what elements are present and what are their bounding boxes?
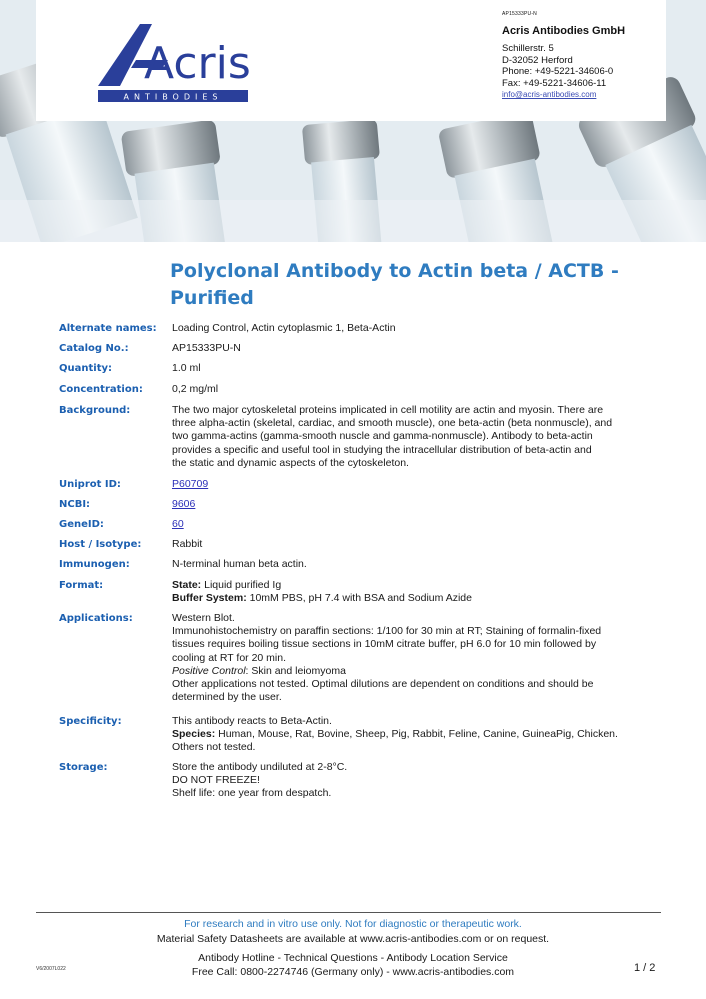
label-quantity: Quantity: xyxy=(59,363,112,374)
acris-logo xyxy=(98,20,258,106)
label-geneid: GeneID: xyxy=(59,519,104,530)
storage-line: DO NOT FREEZE! xyxy=(172,774,260,787)
footer-divider xyxy=(36,912,661,913)
row-host xyxy=(59,538,671,558)
logo-subtitle: ANTIBODIES xyxy=(123,92,223,102)
row-concentration xyxy=(59,383,671,404)
label-storage: Storage: xyxy=(59,762,108,773)
storage-line: Shelf life: one year from despatch. xyxy=(172,787,332,800)
value-host: Rabbit xyxy=(172,538,203,550)
value-catalog: AP15333PU-N xyxy=(172,342,241,354)
storage-line: Store the antibody undiluted at 2-8°C. xyxy=(172,761,348,773)
label-background: Background: xyxy=(59,405,131,416)
applications-line: cooling at RT for 20 min. xyxy=(172,651,287,664)
value-specificity xyxy=(172,715,671,761)
label-uniprot: Uniprot ID: xyxy=(59,479,121,490)
header-banner xyxy=(0,0,706,242)
background-line: The two major cytoskeletal proteins implicated in cell motility are actin and myosin. There are xyxy=(172,404,604,416)
value-format xyxy=(172,579,671,612)
company-email-link[interactable]: info@acris-antibodies.com xyxy=(502,90,597,99)
company-name: Acris Antibodies GmbH xyxy=(502,25,626,37)
label-concentration: Concentration: xyxy=(59,384,143,395)
species-value: Human, Mouse, Rat, Bovine, Sheep, Pig, Rabbit, Feline, Canine, GuineaPig, Chicken. xyxy=(215,728,618,741)
row-geneid xyxy=(59,518,671,538)
format-state-value: Liquid purified Ig xyxy=(201,579,282,591)
product-details xyxy=(59,322,671,803)
label-ncbi: NCBI: xyxy=(59,499,91,510)
label-applications: Applications: xyxy=(59,613,133,624)
applications-line: tissues requires boiling tissue sections in 10mM citrate buffer, pH 6.0 for 10 min followed by xyxy=(172,638,597,651)
specificity-line: Others not tested. xyxy=(172,741,256,754)
background-line: provides a specific and useful tool in studying the intracellular distribution of beta-actin and xyxy=(172,443,592,456)
label-host: Host / Isotype: xyxy=(59,539,142,550)
specificity-line: This antibody reacts to Beta-Actin. xyxy=(172,715,332,727)
hotline-note: Antibody Hotline - Technical Questions - Antibody Location Service xyxy=(198,952,508,964)
doc-code: AP15333PU-N xyxy=(502,11,537,17)
row-specificity xyxy=(59,715,671,761)
value-alternate-names: Loading Control, Actin cytoplasmic 1, Beta-Actin xyxy=(172,322,396,334)
msds-note: Material Safety Datasheets are available at www.acris-antibodies.com or on request. xyxy=(156,933,550,945)
row-immunogen xyxy=(59,558,671,579)
format-buffer-value: 10mM PBS, pH 7.4 with BSA and Sodium Azide xyxy=(246,592,472,605)
row-storage xyxy=(59,761,671,803)
positive-control-label: Positive Control xyxy=(172,664,246,677)
company-street: Schillerstr. 5 xyxy=(502,43,554,54)
value-immunogen: N-terminal human beta actin. xyxy=(172,558,307,570)
uniprot-link[interactable]: P60709 xyxy=(172,478,209,490)
label-catalog: Catalog No.: xyxy=(59,343,129,354)
applications-line: Other applications not tested. Optimal dilutions are dependent on conditions and should be xyxy=(172,678,594,691)
row-quantity xyxy=(59,362,671,383)
row-applications xyxy=(59,612,671,715)
label-alternate-names: Alternate names: xyxy=(59,323,157,334)
row-format xyxy=(59,579,671,612)
format-buffer-label: Buffer System: xyxy=(172,592,247,605)
positive-control-value: : Skin and leiomyoma xyxy=(245,664,346,677)
value-quantity: 1.0 ml xyxy=(172,362,201,374)
background-line: the static and dynamic aspects of the cytoskeleton. xyxy=(172,456,409,469)
label-format: Format: xyxy=(59,580,104,591)
label-specificity: Specificity: xyxy=(59,716,122,727)
applications-line: determined by the user. xyxy=(172,691,282,704)
format-state-label: State: xyxy=(172,579,202,591)
species-label: Species: xyxy=(172,728,216,741)
page-number: 1 / 2 xyxy=(634,962,656,974)
value-storage xyxy=(172,761,671,803)
row-ncbi xyxy=(59,498,671,518)
row-alternate-names xyxy=(59,322,671,342)
freecall-note: Free Call: 0800-2274746 (Germany only) - www.acris-antibodies.com xyxy=(191,966,515,978)
company-fax: Fax: +49-5221-34606-11 xyxy=(502,77,607,89)
background-line: two gamma-actins (gamma-smooth nuscle and gamma-nonmuscle). Antibody to beta-actin xyxy=(172,430,593,443)
logo-panel xyxy=(36,0,666,121)
ncbi-link[interactable]: 9606 xyxy=(172,498,196,510)
applications-line: Western Blot. xyxy=(172,612,235,624)
row-uniprot xyxy=(59,478,671,498)
company-block xyxy=(502,11,662,100)
label-immunogen: Immunogen: xyxy=(59,559,130,570)
background-line: three alpha-actin (skeletal, cardiac, and smooth muscle), one beta-actin (beta nonmuscle), and xyxy=(172,417,613,430)
company-phone: Phone: +49-5221-34606-0 xyxy=(502,66,614,77)
applications-line: Immunohistochemistry on paraffin sections: 1/100 for 30 min at RT; Staining of formalin-fixed xyxy=(172,625,602,638)
value-applications xyxy=(172,612,671,715)
geneid-link[interactable]: 60 xyxy=(172,518,184,530)
page-title: Polyclonal Antibody to Actin beta / ACTB - Purified xyxy=(170,260,619,309)
research-note: For research and in vitro use only. Not for diagnostic or therapeutic work. xyxy=(184,918,522,930)
company-city: D-32052 Herford xyxy=(502,54,573,66)
value-background xyxy=(172,404,671,478)
value-concentration: 0,2 mg/ml xyxy=(172,383,219,395)
row-background xyxy=(59,404,671,478)
logo-word: Acris xyxy=(144,38,251,89)
version-code: V6/2007L022 xyxy=(36,966,66,972)
row-catalog xyxy=(59,342,671,362)
